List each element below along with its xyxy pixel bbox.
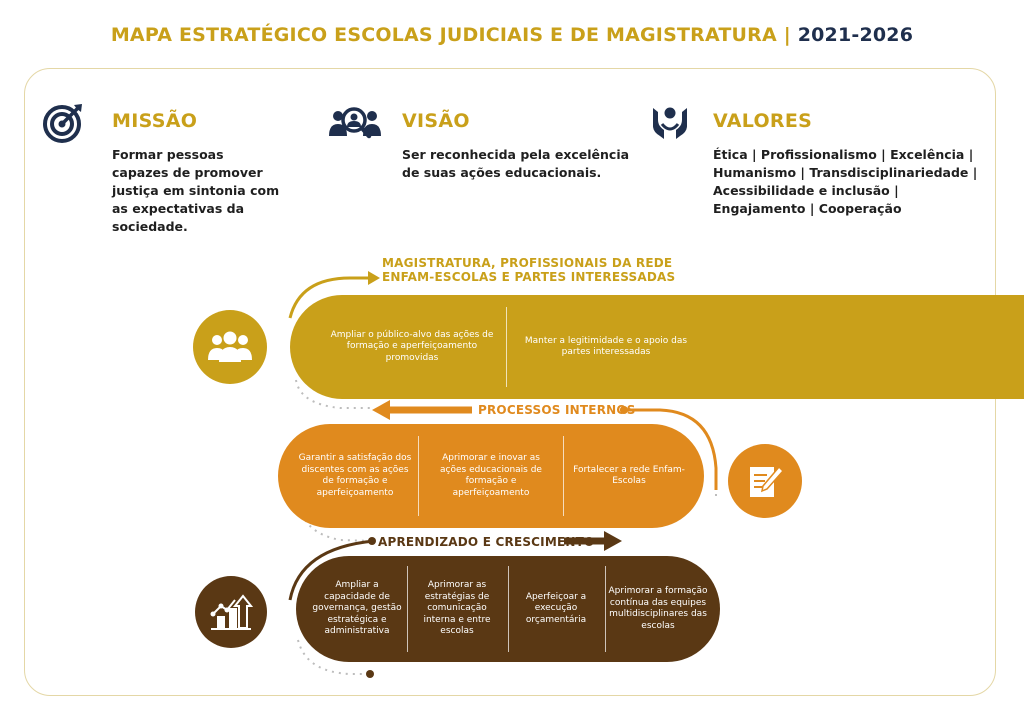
- mission-heading: MISSÃO: [112, 110, 198, 132]
- arrow-right-icon: [604, 531, 622, 551]
- mission-line: justiça em sintonia com: [112, 183, 280, 198]
- mission-line: as expectativas da: [112, 201, 245, 216]
- values-line: Ética | Profissionalismo | Excelência |: [713, 147, 974, 162]
- processes-objective: Aprimorar e inovar as ações educacionais de formação e aperfeiçoamento: [440, 453, 542, 498]
- arrow-head-icon: [368, 271, 380, 285]
- stakeholders-objective: Ampliar o público-alvo das ações de formação e aperfeiçoamento promovidas: [330, 329, 494, 363]
- values-line: Engajamento | Cooperação: [713, 201, 902, 216]
- processes-objective: Fortalecer a rede Enfam-Escolas: [573, 464, 685, 486]
- processes-caption: PROCESSOS INTERNOS: [478, 403, 636, 417]
- vision-heading: VISÃO: [402, 110, 470, 132]
- title-years: 2021-2026: [797, 24, 914, 46]
- mission-line: Formar pessoas: [112, 147, 224, 162]
- group-icon: [193, 310, 267, 384]
- learning-objective: Aperfeiçoar a execução orçamentária: [525, 591, 587, 625]
- stakeholders-caption-line: MAGISTRATURA, PROFISSIONAIS DA REDE: [382, 256, 673, 270]
- learning-objective: Ampliar a capacidade de governança, gestão estratégica e administrativa: [312, 580, 402, 637]
- document-pen-icon: [728, 444, 802, 518]
- mission-line: sociedade.: [112, 219, 188, 234]
- learning-objective: Aprimorar as estratégias de comunicação interna e entre escolas: [423, 580, 491, 637]
- values-heading: VALORES: [713, 110, 813, 132]
- stakeholders-caption-line: ENFAM-ESCOLAS E PARTES INTERESSADAS: [382, 270, 676, 284]
- learning-objective: Aprimorar a formação contínua das equipes multidisciplinares das escolas: [608, 586, 708, 631]
- band-divider: [508, 566, 509, 652]
- band-divider: [418, 436, 419, 516]
- values-line: Acessibilidade e inclusão |: [713, 183, 899, 198]
- values-line: Humanismo | Transdisciplinariedade |: [713, 165, 978, 180]
- learning-caption: APRENDIZADO E CRESCIMENTO: [378, 535, 595, 549]
- title-separator: |: [783, 24, 791, 46]
- stakeholders-objective: Manter a legitimidade e o apoio das partes interessadas: [524, 335, 688, 357]
- arrow-left-icon: [372, 400, 390, 420]
- band-divider: [563, 436, 564, 516]
- title-main: MAPA ESTRATÉGICO ESCOLAS JUDICIAIS E DE MAGISTRATURA: [110, 24, 777, 46]
- mission-line: capazes de promover: [112, 165, 263, 180]
- vision-line: de suas ações educacionais.: [402, 165, 602, 180]
- processes-objective: Garantir a satisfação dos discentes com as ações de formação e aperfeiçoamento: [298, 453, 412, 498]
- vision-line: Ser reconhecida pela excelência: [402, 147, 630, 162]
- stakeholders-caption: [382, 256, 675, 284]
- growth-chart-icon: [195, 576, 267, 648]
- band-divider: [506, 307, 507, 387]
- band-divider: [605, 566, 606, 652]
- band-divider: [407, 566, 408, 652]
